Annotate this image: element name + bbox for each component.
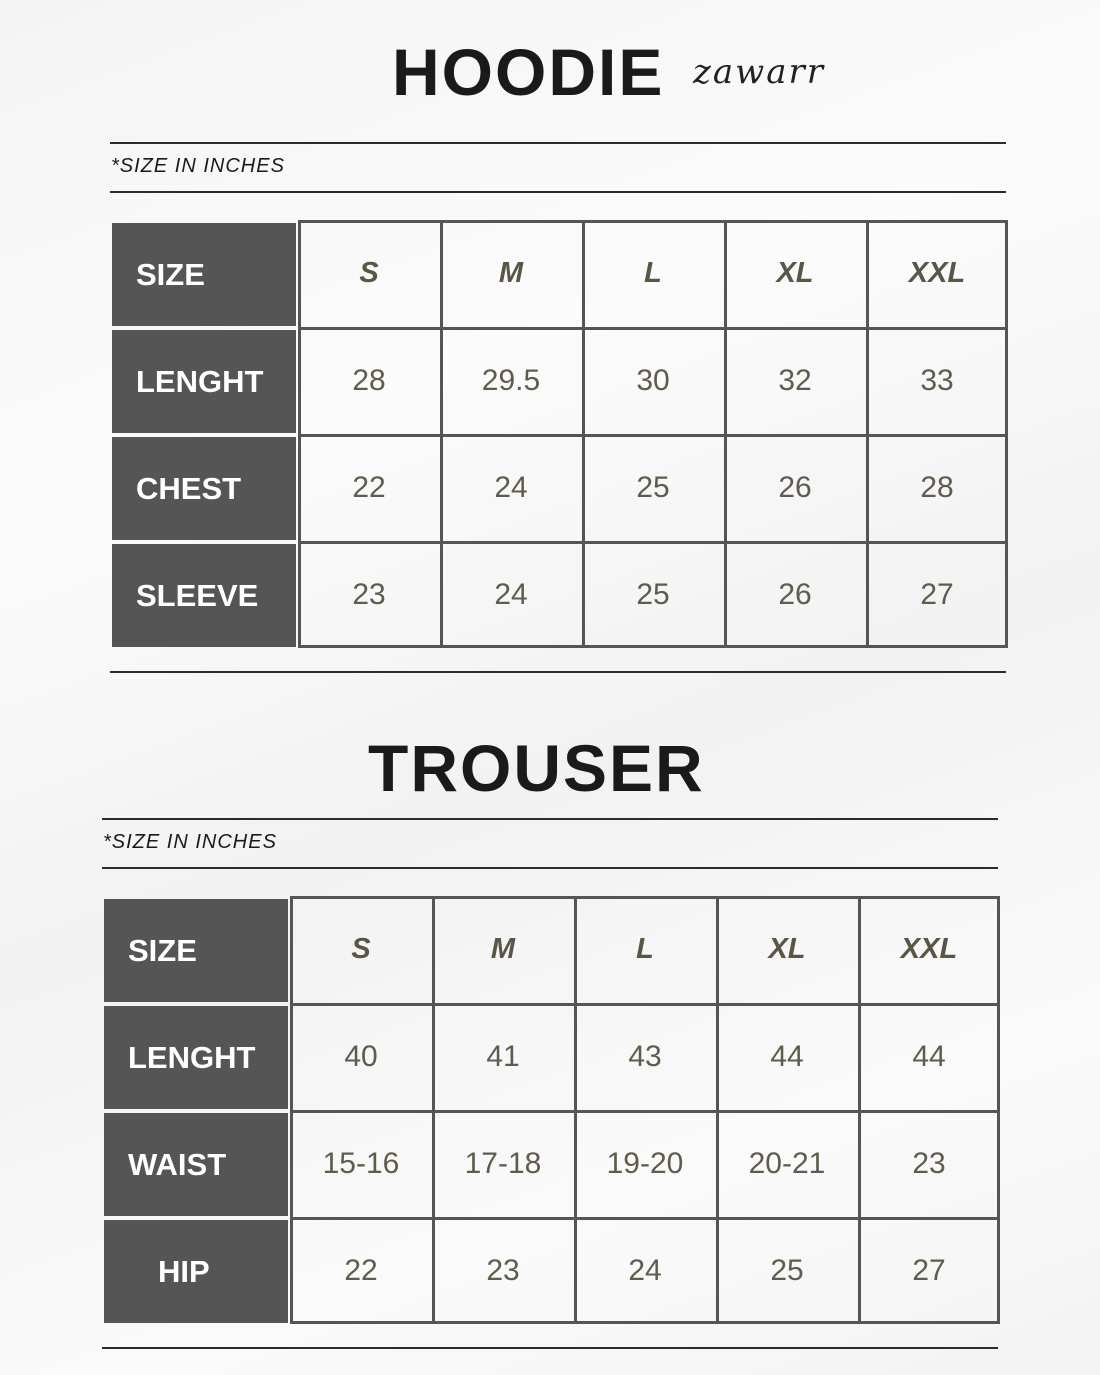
hoodie-grid-hline (298, 541, 1008, 544)
hoodie-value-cell: 32 (778, 363, 812, 397)
trouser-size-s: S (351, 933, 371, 965)
hoodie-value-cell: 28 (920, 470, 954, 504)
trouser-title: TROUSER (368, 731, 705, 805)
trouser-grid-hline (290, 896, 1000, 899)
hoodie-row-label: CHEST (112, 437, 296, 540)
hoodie-size-note: *SIZE IN INCHES (111, 155, 285, 177)
trouser-size-xxl: XXL (900, 933, 958, 965)
trouser-size-table (102, 896, 998, 1326)
hoodie-bottom-rule (110, 671, 1006, 673)
hoodie-value-cell: 27 (920, 577, 954, 611)
hoodie-value-cell: 25 (636, 577, 670, 611)
trouser-note-rule (102, 867, 998, 869)
trouser-value-cell: 44 (770, 1039, 804, 1073)
hoodie-value-cell: 30 (636, 363, 670, 397)
trouser-value-cell: 23 (486, 1253, 520, 1287)
trouser-size-m: M (490, 933, 516, 965)
hoodie-title: HOODIE (392, 35, 665, 109)
trouser-value-cell: 19-20 (606, 1146, 684, 1180)
trouser-grid-hline (290, 1110, 1000, 1113)
hoodie-value-cell: 29.5 (481, 363, 541, 397)
hoodie-note-rule (110, 191, 1006, 193)
hoodie-top-rule (110, 142, 1006, 144)
trouser-grid-hline (290, 1217, 1000, 1220)
trouser-row-label: LENGHT (104, 1006, 288, 1109)
hoodie-grid-hline (298, 327, 1008, 330)
trouser-value-cell: 22 (344, 1253, 378, 1287)
hoodie-size-l: L (644, 257, 662, 289)
hoodie-grid-hline (298, 645, 1008, 648)
trouser-top-rule (102, 818, 998, 820)
trouser-value-cell: 20-21 (748, 1146, 826, 1180)
hoodie-size-header-label: SIZE (112, 223, 296, 326)
trouser-value-cell: 43 (628, 1039, 662, 1073)
hoodie-value-cell: 33 (920, 363, 954, 397)
trouser-bottom-rule (102, 1347, 998, 1349)
hoodie-value-cell: 25 (636, 470, 670, 504)
trouser-row-label: HIP (104, 1220, 288, 1323)
hoodie-value-cell: 26 (778, 577, 812, 611)
trouser-grid-hline (290, 1321, 1000, 1324)
hoodie-size-m: M (498, 257, 524, 289)
hoodie-value-cell: 22 (352, 470, 386, 504)
hoodie-size-xxl: XXL (908, 257, 966, 289)
hoodie-value-cell: 24 (494, 470, 528, 504)
hoodie-value-cell: 23 (352, 577, 386, 611)
trouser-value-cell: 44 (912, 1039, 946, 1073)
trouser-value-cell: 15-16 (322, 1146, 400, 1180)
hoodie-value-cell: 24 (494, 577, 528, 611)
trouser-value-cell: 40 (344, 1039, 378, 1073)
hoodie-row-label: LENGHT (112, 330, 296, 433)
hoodie-value-cell: 26 (778, 470, 812, 504)
trouser-grid-hline (290, 1003, 1000, 1006)
hoodie-size-xl: XL (776, 257, 814, 289)
trouser-value-cell: 24 (628, 1253, 662, 1287)
hoodie-size-table (110, 220, 1006, 650)
hoodie-size-s: S (359, 257, 379, 289)
hoodie-grid-hline (298, 220, 1008, 223)
trouser-value-cell: 17-18 (464, 1146, 542, 1180)
hoodie-grid-hline (298, 434, 1008, 437)
trouser-row-label: WAIST (104, 1113, 288, 1216)
trouser-size-header-label: SIZE (104, 899, 288, 1002)
hoodie-value-cell: 28 (352, 363, 386, 397)
trouser-size-note: *SIZE IN INCHES (103, 831, 277, 853)
trouser-value-cell: 27 (912, 1253, 946, 1287)
trouser-value-cell: 41 (486, 1039, 520, 1073)
brand-logo: zawarr (693, 52, 826, 92)
hoodie-row-label: SLEEVE (112, 544, 296, 647)
trouser-value-cell: 23 (912, 1146, 946, 1180)
trouser-size-xl: XL (768, 933, 806, 965)
trouser-value-cell: 25 (770, 1253, 804, 1287)
trouser-size-l: L (636, 933, 654, 965)
